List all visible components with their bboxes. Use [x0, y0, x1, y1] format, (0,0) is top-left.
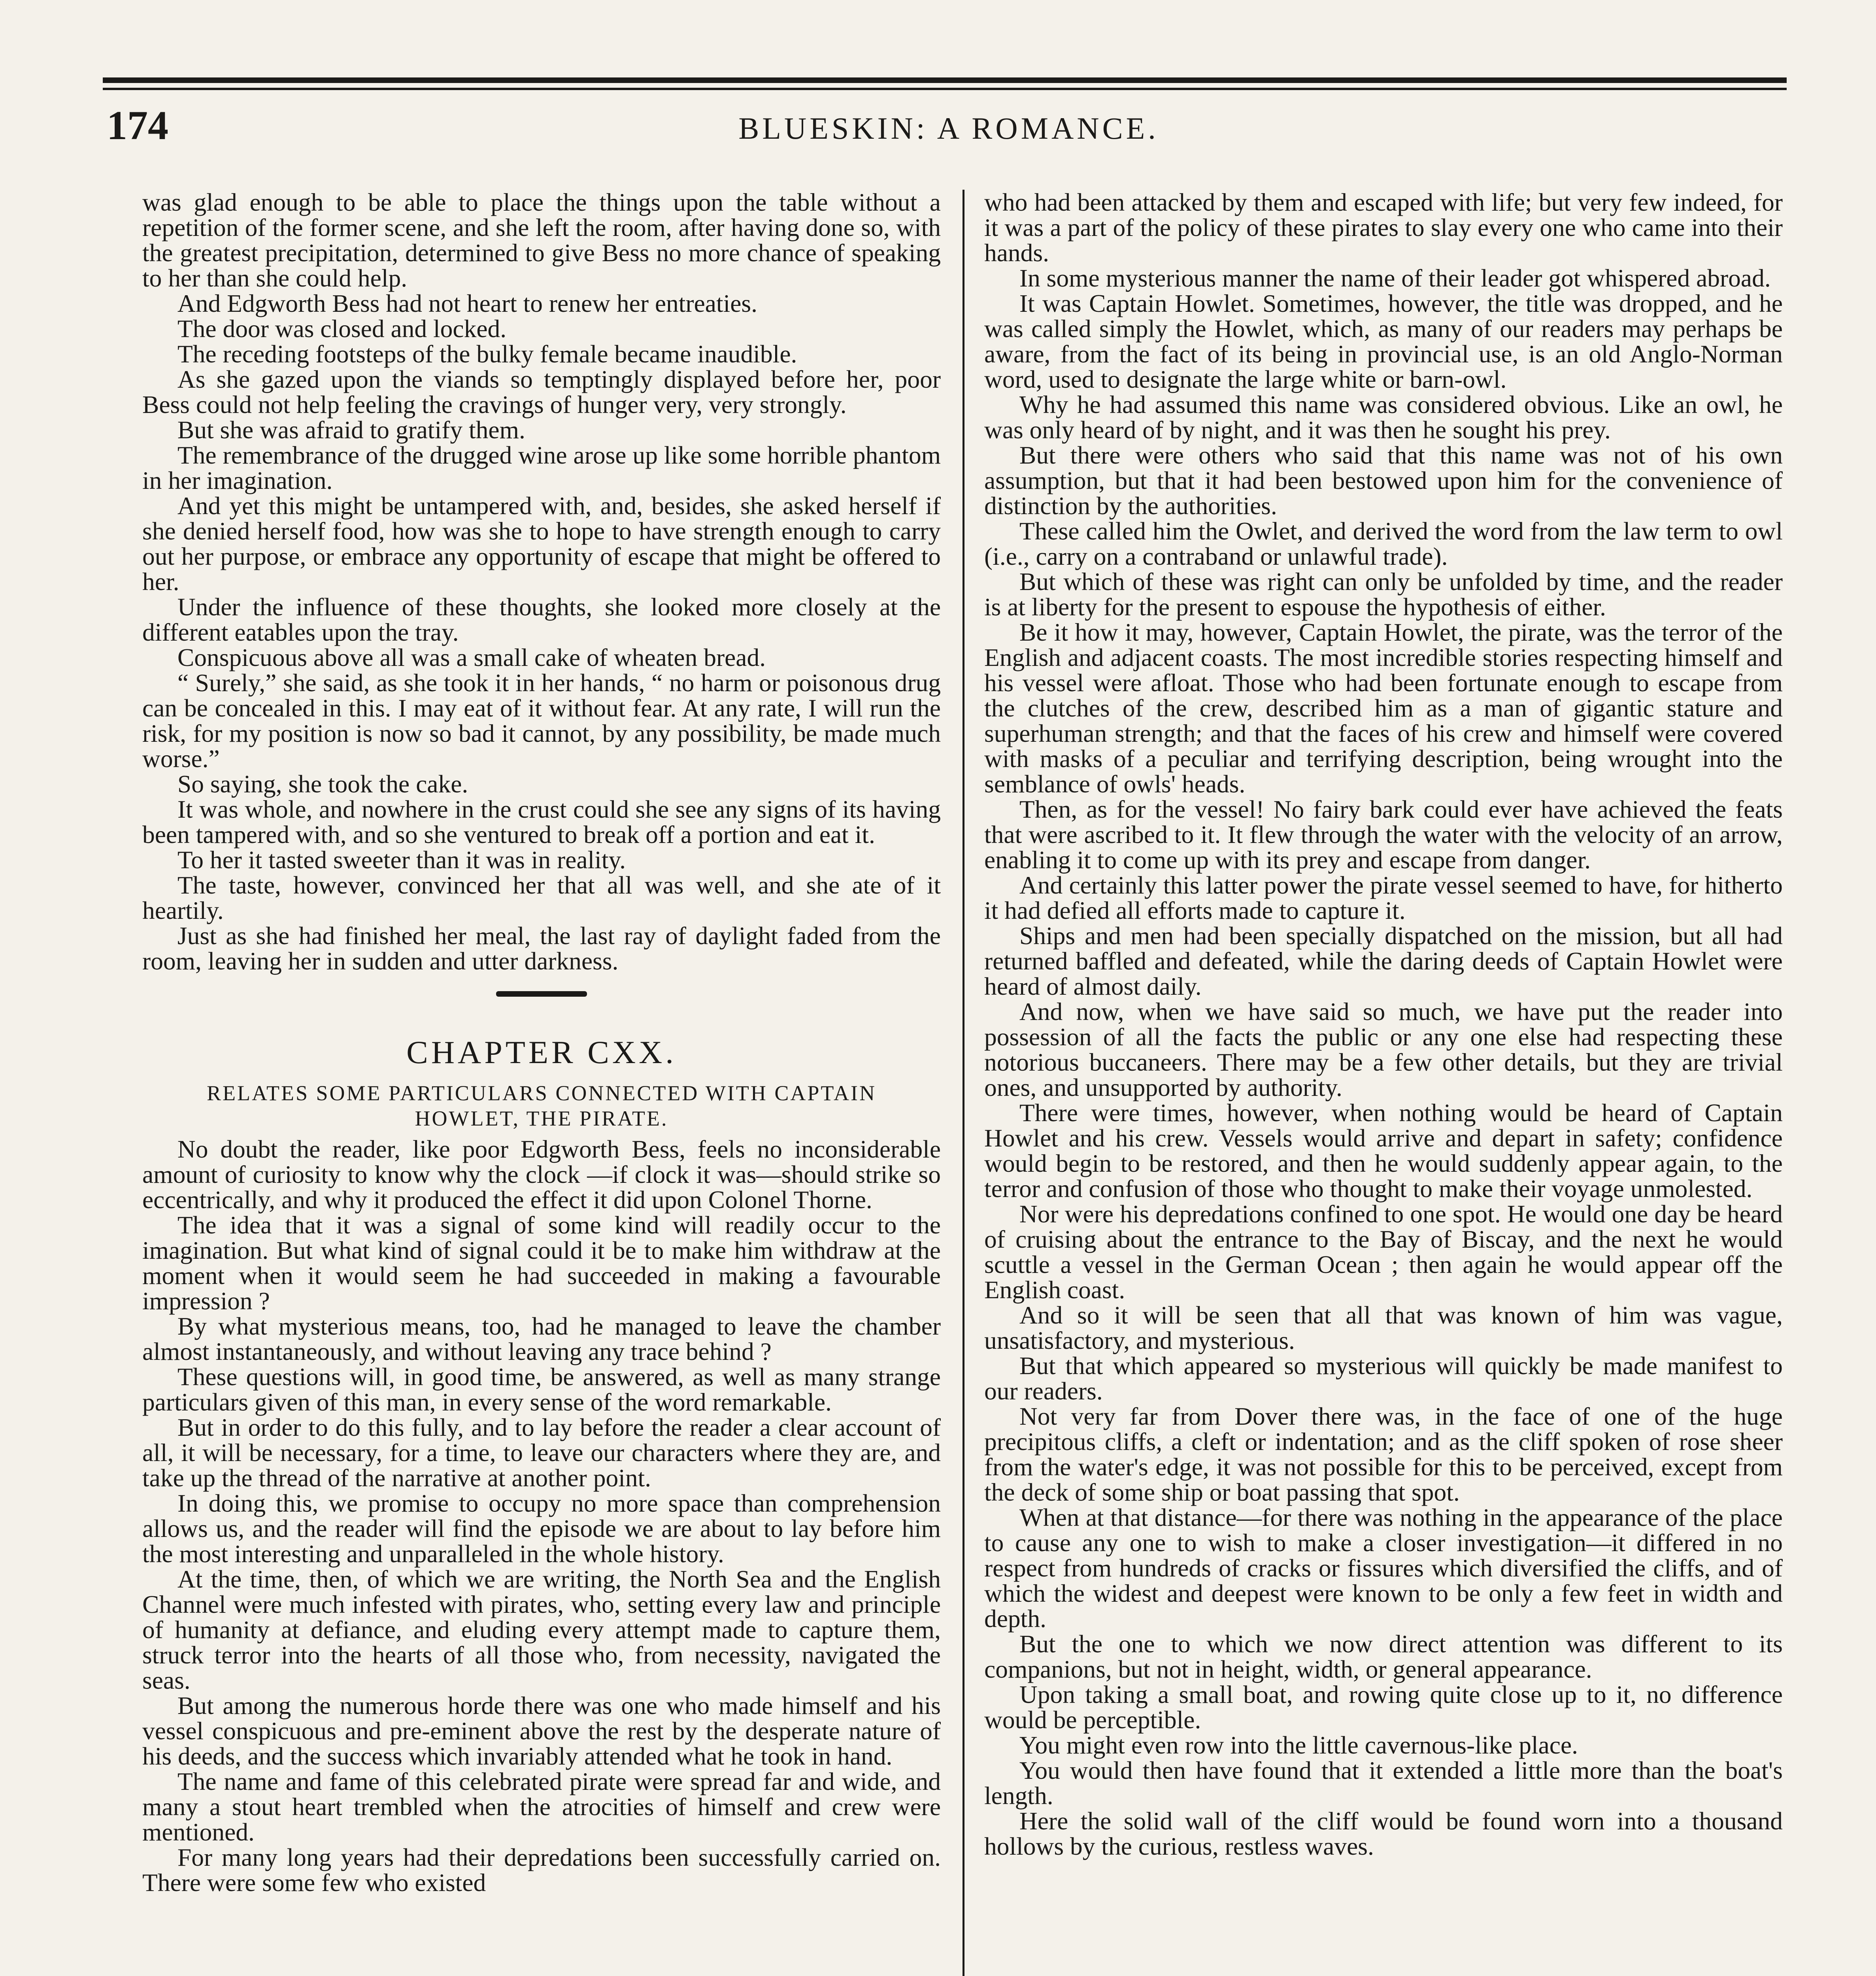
paragraph: The name and fame of this celebrated pirate were spread far and wide, and many a stout heart trembled when the atrocities of himself and crew were mentioned. — [142, 1767, 941, 1846]
paragraph: At the time, then, of which we are writing, the North Sea and the English Channel were much infested with pirates, who, setting every law and principle of humanity at defiance, and eluding every attempt made to capture them, struck terror into the hearts of all those who, from necessity, navigated the seas. — [142, 1565, 941, 1694]
paragraph: In some mysterious manner the name of their leader got whispered abroad. — [1019, 264, 1771, 292]
paragraph: You would then have found that it extended a little more than the boat's length. — [984, 1756, 1783, 1810]
top-rule-thin — [103, 88, 1787, 90]
paragraph: Upon taking a small boat, and rowing quite close up to it, no difference would be perceptible. — [984, 1680, 1783, 1734]
paragraph: To her it tasted sweeter than it was in reality. — [177, 846, 626, 874]
paragraph: Conspicuous above all was a small cake of wheaten bread. — [177, 643, 766, 671]
left-paragraphs-after — [142, 1137, 941, 1895]
paragraph: Just as she had finished her meal, the last ray of daylight faded from the room, leaving her in sudden and utter darkness. — [142, 922, 941, 975]
chapter-separator — [496, 991, 587, 997]
column-divider — [963, 190, 964, 1976]
paragraph: And so it will be seen that all that was known of him was vague, unsatisfactory, and mysterious. — [984, 1301, 1783, 1354]
paragraph: Nor were his depredations confined to one spot. He would one day be heard of cruising about the entrance to the Bay of Biscay, and the next he would scuttle a vessel in the German Ocean ; then again he would appear off the English coast. — [984, 1200, 1783, 1304]
paragraph: The door was closed and locked. — [177, 315, 507, 343]
paragraph: “ Surely,” she said, as she took it in her hands, “ no harm or poisonous drug can be concealed in this. I may eat of it without fear. At any rate, I will run the risk, for my position is now so bad it cannot, by any possibility, be made much worse.” — [142, 669, 941, 773]
paragraph: But there were others who said that this name was not of his own assumption, but that it had been bestowed upon him for the convenience of distinction by the authorities. — [984, 441, 1783, 520]
paragraph: These called him the Owlet, and derived the word from the law term to owl (i.e., carry on a contraband or unlawful trade). — [984, 517, 1783, 570]
right-column — [984, 190, 1783, 1976]
paragraph: But among the numerous horde there was one who made himself and his vessel conspicuous and pre-eminent above the rest by the desperate nature of his deeds, and the success which invariably attended what he took in hand. — [142, 1691, 941, 1770]
running-title: BLUESKIN: A ROMANCE. — [738, 111, 1159, 145]
paragraph: The remembrance of the drugged wine arose up like some horrible phantom in her imagination. — [142, 441, 941, 494]
chapter-subtitle — [158, 1080, 925, 1131]
paragraph: It was whole, and nowhere in the crust could she see any signs of its having been tampered with, and so she ventured to break off a portion and eat it. — [142, 795, 941, 848]
paragraph: was glad enough to be able to place the things upon the table without a repetition of the former scene, and she left the room, after having done so, with the greatest precipitation, determined to give Bess no more chance of speaking to her than she could help. — [142, 190, 941, 292]
paragraph: But that which appeared so mysterious will quickly be made manifest to our readers. — [984, 1352, 1783, 1405]
top-rule — [103, 77, 1787, 83]
paragraph: And certainly this latter power the pirate vessel seemed to have, for hitherto it had defied all efforts made to capture it. — [984, 871, 1783, 924]
paragraph: There were times, however, when nothing would be heard of Captain Howlet and his crew. Vessels would arrive and depart in safety; confidence would begin to be restored, and then he would suddenly appear again, to the terror and confusion of those who thought to make their voyage unmolested. — [984, 1099, 1783, 1203]
paragraph: Be it how it may, however, Captain Howlet, the pirate, was the terror of the English and adjacent coasts. The most incredible stories respecting himself and his vessel were afloat. Those who had been fortunate enough to escape from the clutches of the crew, described him as a man of gigantic stature and superhuman strength; and that the faces of his crew and himself were covered with masks of a peculiar and terrifying description, being wrought into the semblance of owls' heads. — [984, 618, 1783, 798]
paragraph: But she was afraid to gratify them. — [177, 416, 525, 444]
paragraph: As she gazed upon the viands so temptingly displayed before her, poor Bess could not help feeling the cravings of hunger very, very strongly. — [142, 365, 941, 419]
chapter-subtitle-line: HOWLET, THE PIRATE. — [415, 1107, 668, 1130]
left-paragraphs-before — [142, 190, 941, 974]
paragraph: But which of these was right can only be unfolded by time, and the reader is at liberty for the present to espouse the hypothesis of either. — [984, 568, 1783, 621]
paragraph: But in order to do this fully, and to lay before the reader a clear account of all, it will be necessary, for a time, to leave our characters where they are, and take up the thread of the narrative at another point. — [142, 1413, 941, 1492]
paragraph: The taste, however, convinced her that all was well, and she ate of it heartily. — [142, 871, 941, 924]
paragraph: Under the influence of these thoughts, she looked more closely at the different eatables upon the tray. — [142, 593, 941, 646]
paragraph: The idea that it was a signal of some kind will readily occur to the imagination. But what kind of signal could it be to make him withdraw at the moment when it would seem he had succeeded in making a favourable impression ? — [142, 1211, 941, 1315]
paragraph: But the one to which we now direct attention was different to its companions, but not in height, width, or general appearance. — [984, 1630, 1783, 1683]
paragraph: The receding footsteps of the bulky female became inaudible. — [177, 340, 797, 368]
chapter-subtitle-line: RELATES SOME PARTICULARS CONNECTED WITH CAPTAIN — [206, 1081, 876, 1105]
text-columns — [142, 190, 1802, 1976]
paragraph: It was Captain Howlet. Sometimes, however, the title was dropped, and he was called simply the Howlet, which, as many of our readers may perhaps be aware, from the fact of its being in provincial use, is an old Anglo-Norman word, used to designate the large white or barn-owl. — [984, 289, 1783, 393]
page-number: 174 — [107, 103, 168, 148]
paragraph: By what mysterious means, too, had he managed to leave the chamber almost instantaneously, and without leaving any trace behind ? — [142, 1312, 941, 1365]
paragraph: For many long years had their depredations been successfully carried on. There were some few who existed — [142, 1843, 941, 1897]
left-column — [142, 190, 941, 1976]
paragraph: When at that distance—for there was nothing in the appearance of the place to cause any one to wish to make a closer investigation—it differed in no respect from hundreds of cracks or fissures which diversified the cliffs, and of which the widest and deepest were known to be only a few feet in width and depth. — [984, 1503, 1783, 1633]
chapter-title: CHAPTER CXX. — [406, 1034, 677, 1070]
paragraph: You might even row into the little cavernous-like place. — [1019, 1731, 1578, 1759]
paragraph: And now, when we have said so much, we have put the reader into possession of all the facts the public or any one else had respecting these notorious buccaneers. There may be a few other details, but they are trivial ones, and unsupported by authority. — [984, 997, 1783, 1101]
paragraph: Ships and men had been specially dispatched on the mission, but all had returned baffled and defeated, while the daring deeds of Captain Howlet were heard of almost daily. — [984, 922, 1783, 1000]
right-paragraphs — [984, 190, 1783, 1859]
paragraph: Why he had assumed this name was considered obvious. Like an owl, he was only heard of by night, and it was then he sought his prey. — [984, 390, 1783, 444]
paragraph: These questions will, in good time, be answered, as well as many strange particulars given of this man, in every sense of the word remarkable. — [142, 1363, 941, 1416]
paragraph: No doubt the reader, like poor Edgworth Bess, feels no inconsiderable amount of curiosity to know why the clock —if clock it was—should strike so eccentrically, and why it produced the effect it did upon Colonel Thorne. — [142, 1135, 941, 1214]
paragraph: Not very far from Dover there was, in the face of one of the huge precipitous cliffs, a cleft or indentation; and as the cliff spoken of rose sheer from the water's edge, it was not possible for this to be perceived, except from the deck of some ship or boat passing that spot. — [984, 1402, 1783, 1506]
paragraph: And yet this might be untampered with, and, besides, she asked herself if she denied herself food, how was she to hope to have strength enough to carry out her purpose, or embrace any opportunity of escape that might be offered to her. — [142, 492, 941, 596]
page-header — [107, 102, 1791, 161]
paragraph: And Edgworth Bess had not heart to renew her entreaties. — [177, 289, 757, 317]
paragraph: who had been attacked by them and escaped with life; but very few indeed, for it was a part of the policy of these pirates to slay every one who came into their hands. — [984, 190, 1783, 267]
paragraph: So saying, she took the cake. — [177, 770, 468, 798]
paragraph: In doing this, we promise to occupy no more space than comprehension allows us, and the reader will find the episode we are about to lay before him the most interesting and unparalleled in the whole history. — [142, 1489, 941, 1568]
paragraph: Here the solid wall of the cliff would be found worn into a thousand hollows by the curious, restless waves. — [984, 1807, 1783, 1860]
paragraph: Then, as for the vessel! No fairy bark could ever have achieved the feats that were ascribed to it. It flew through the water with the velocity of an arrow, enabling it to come up with its prey and escape from danger. — [984, 795, 1783, 874]
